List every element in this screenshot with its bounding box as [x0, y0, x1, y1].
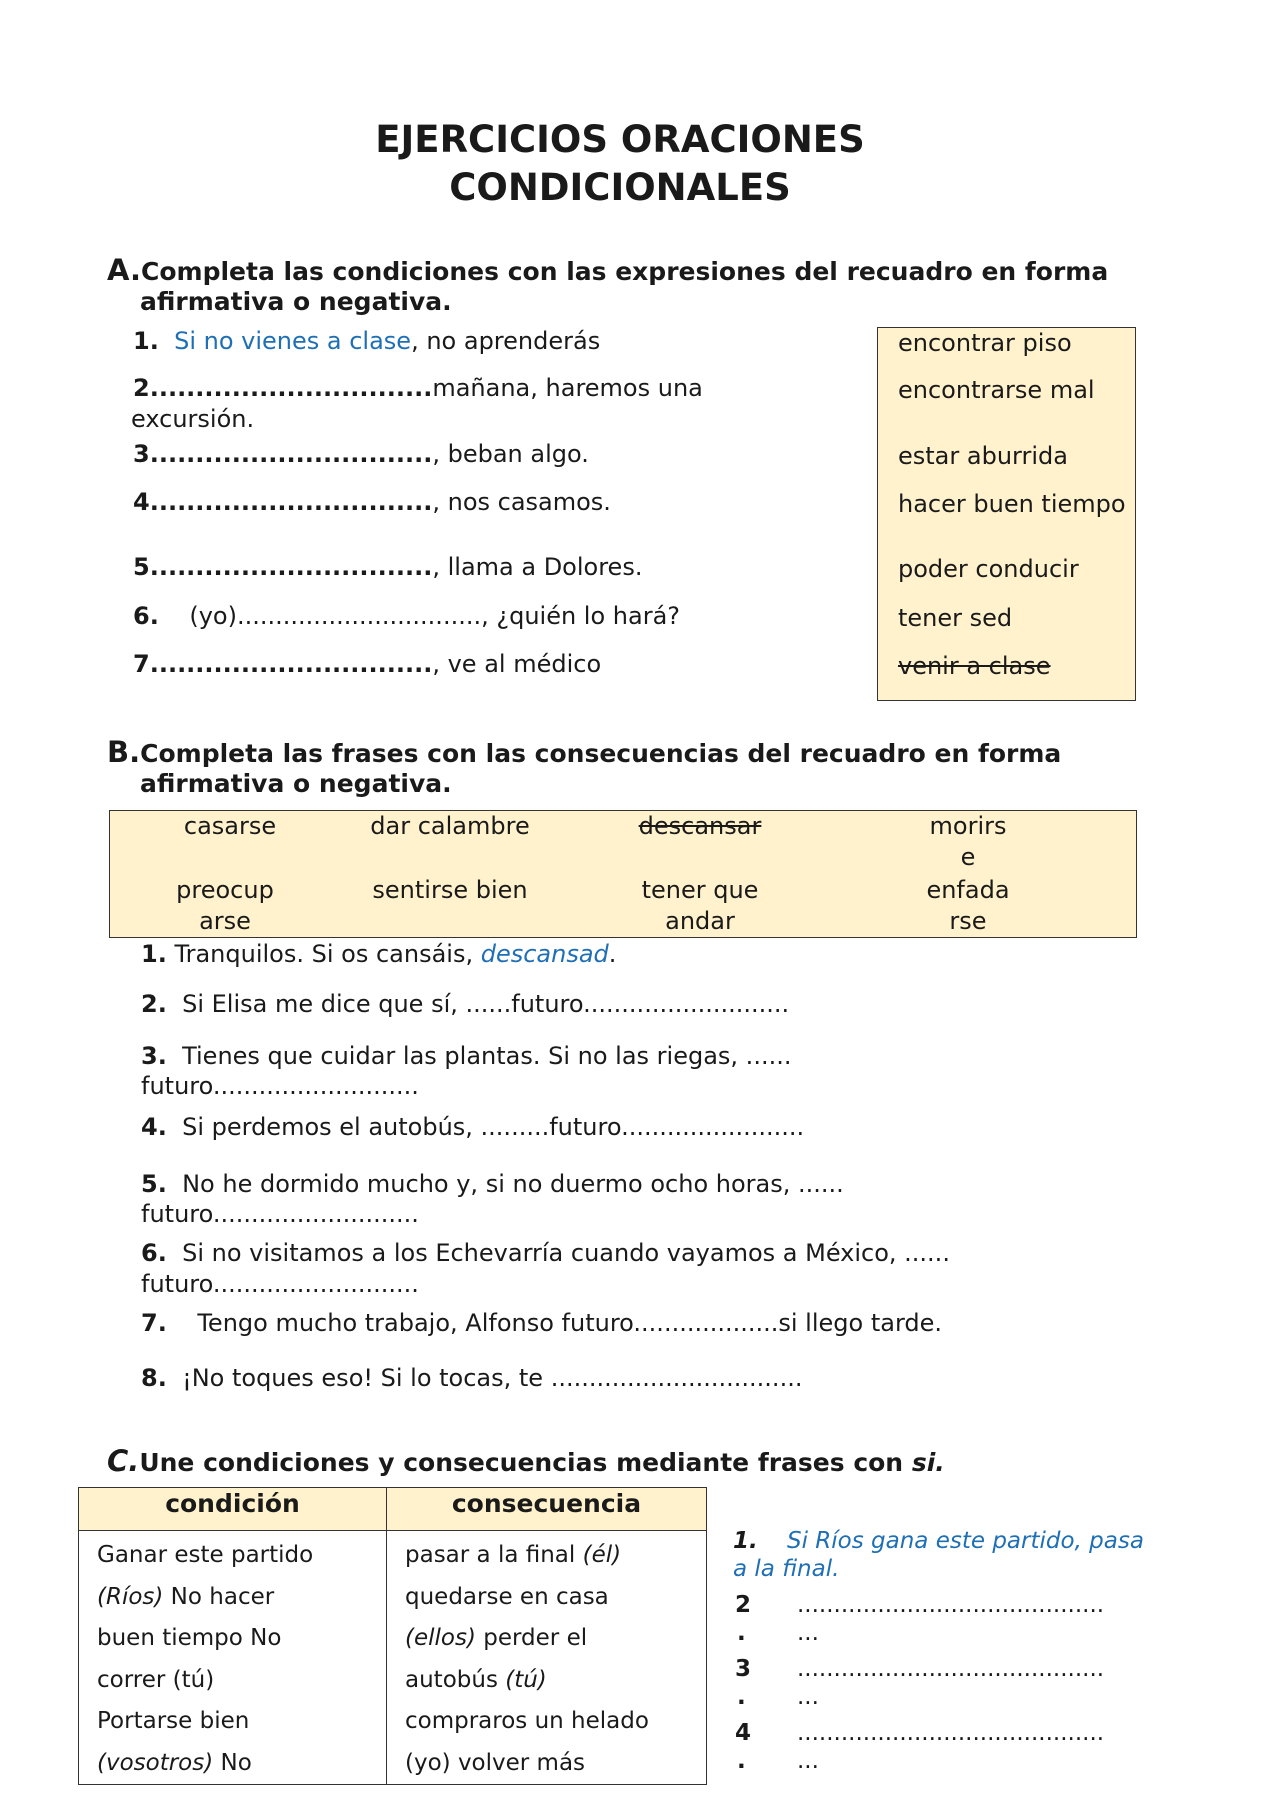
- section-c-heading: [107, 1445, 945, 1479]
- c-answer-number: 1.: [733, 1528, 758, 1554]
- b-item-5-text: No he dormido mucho y, si no duermo ocho horas, ......: [182, 1170, 844, 1198]
- b-item-8-text: ¡No toques eso! Si lo tocas, te .................................: [182, 1364, 803, 1392]
- box-b-word: morirse: [929, 812, 1007, 871]
- box-b-word-used: descansar: [638, 812, 762, 840]
- b-item-1-text: Tranquilos. Si os cansáis,: [174, 940, 481, 968]
- a-item-1-answer: Si no vienes a clase: [174, 327, 412, 355]
- b-item-4[interactable]: [141, 1113, 804, 1141]
- box-b-word: sentirse bien: [372, 876, 528, 904]
- a-item-3: [133, 440, 589, 468]
- page-title-line2: CONDICIONALES: [449, 166, 791, 209]
- b-item-3[interactable]: [141, 1042, 791, 1070]
- consecuencia-cell: [387, 1531, 707, 1785]
- section-b-instruction-line2: afirmativa o negativa.: [140, 769, 452, 798]
- a-item-4-rest: , nos casamos.: [432, 488, 611, 516]
- box-a-word: encontrarse mal: [898, 376, 1095, 404]
- a-item-3-rest: , beban algo.: [432, 440, 589, 468]
- box-b-word: casarse: [183, 812, 277, 840]
- b-item-3-text: Tienes que cuidar las plantas. Si no las riegas, ......: [182, 1042, 792, 1070]
- b-item-number: 4.: [141, 1113, 167, 1141]
- a-item-number: 2.: [133, 374, 159, 402]
- box-b-word: tener que andar: [641, 876, 759, 935]
- c-answer-dot: .: [737, 1620, 746, 1646]
- a-item-5: [133, 553, 642, 581]
- c-answer-1: [733, 1528, 1144, 1554]
- a-item-5-rest: , llama a Dolores.: [432, 553, 643, 581]
- b-item-4-text: Si perdemos el autobús, .........futuro........................: [182, 1113, 805, 1141]
- consecuencia-line: pasar a la final (él): [405, 1542, 622, 1568]
- c-answer-blank-cont[interactable]: ...: [797, 1748, 819, 1774]
- section-a-instruction-line2: afirmativa o negativa.: [140, 287, 452, 316]
- a-item-2-rest: mañana, haremos una: [432, 374, 703, 402]
- a-item-blank[interactable]: ..............................: [158, 488, 433, 516]
- a-item-2-continuation: excursión.: [131, 405, 255, 433]
- a-item-6-rest[interactable]: (yo)................................, ¿quién lo hará?: [189, 602, 681, 630]
- b-item-number: 8.: [141, 1364, 167, 1392]
- page-title-line1: EJERCICIOS ORACIONES: [375, 118, 865, 161]
- section-b-heading: [107, 736, 1061, 770]
- b-item-number: 6.: [141, 1239, 167, 1267]
- a-item-1-rest: , no aprenderás: [411, 327, 601, 355]
- b-item-8[interactable]: [141, 1364, 802, 1392]
- b-item-6-continuation: futuro...........................: [141, 1270, 419, 1298]
- a-item-blank[interactable]: ..............................: [158, 374, 433, 402]
- section-a-word-box: [877, 327, 1136, 701]
- box-a-word: poder conducir: [898, 555, 1079, 583]
- section-a-letter: A.: [107, 253, 141, 287]
- a-item-blank[interactable]: ..............................: [158, 553, 433, 581]
- a-item-blank[interactable]: ..............................: [158, 650, 433, 678]
- a-item-number: 6.: [133, 602, 159, 630]
- section-a-heading: [107, 254, 1108, 288]
- c-answer-number: 4: [735, 1720, 752, 1746]
- box-b-word: dar calambre: [370, 812, 530, 840]
- section-b-instruction: Completa las frases con las consecuencias del recuadro en forma: [140, 739, 1062, 768]
- consecuencia-line: compraros un helado: [405, 1708, 649, 1734]
- c-answer-blank-cont[interactable]: ...: [797, 1684, 819, 1710]
- b-item-5[interactable]: [141, 1170, 844, 1198]
- condition-consequence-table: [78, 1487, 707, 1785]
- consecuencia-line: autobús (tú): [405, 1666, 547, 1693]
- condicion-line: correr (tú): [97, 1666, 215, 1693]
- b-item-3-continuation: futuro...........................: [141, 1072, 419, 1100]
- condicion-cell: [79, 1531, 387, 1785]
- section-c-letter: C.: [107, 1444, 140, 1478]
- b-item-2-text: Si Elisa me dice que sí, ......futuro...........................: [182, 990, 790, 1018]
- condicion-line: Ganar este partido: [97, 1542, 314, 1568]
- c-answer-blank[interactable]: ..........................................: [797, 1656, 1105, 1682]
- b-item-2[interactable]: [141, 990, 789, 1018]
- header-consecuencia: consecuencia: [387, 1488, 707, 1531]
- section-c-instruction: Une condiciones y consecuencias mediante frases con: [139, 1448, 912, 1477]
- b-item-number: 2.: [141, 990, 167, 1018]
- a-item-4: [133, 488, 611, 516]
- c-answer-number: 2: [735, 1592, 752, 1618]
- b-item-1-end: .: [608, 940, 617, 968]
- b-item-number: 5.: [141, 1170, 167, 1198]
- b-item-1-answer: descansad: [480, 940, 609, 968]
- box-a-word-used: venir a clase: [898, 652, 1051, 680]
- b-item-6[interactable]: [141, 1239, 950, 1267]
- a-item-number: 7.: [133, 650, 159, 678]
- box-a-word: hacer buen tiempo: [898, 490, 1126, 518]
- a-item-number: 4.: [133, 488, 159, 516]
- consecuencia-line: (ellos) perder el: [405, 1625, 588, 1651]
- consecuencia-line: (yo) volver más: [405, 1749, 586, 1776]
- a-item-blank[interactable]: ..............................: [158, 440, 433, 468]
- b-item-6-text: Si no visitamos a los Echevarría cuando vayamos a México, ......: [182, 1239, 950, 1267]
- a-item-number: 3.: [133, 440, 159, 468]
- a-item-7-rest: , ve al médico: [432, 650, 602, 678]
- c-answer-1-continuation: a la final.: [733, 1556, 840, 1582]
- a-item-number: 5.: [133, 553, 159, 581]
- box-b-word: enfadarse: [926, 876, 1010, 935]
- section-b-letter: B.: [107, 735, 141, 769]
- consecuencia-line: quedarse en casa: [405, 1583, 609, 1610]
- c-answer-blank[interactable]: ..........................................: [797, 1592, 1105, 1618]
- a-item-7: [133, 650, 601, 678]
- b-item-number: 7.: [141, 1309, 167, 1337]
- a-item-6: [133, 602, 680, 630]
- box-b-word: preocuparse: [176, 876, 274, 935]
- section-c-instruction-si: si.: [911, 1448, 945, 1477]
- b-item-number: 3.: [141, 1042, 167, 1070]
- a-item-2: [133, 374, 703, 402]
- b-item-1: [141, 940, 616, 968]
- b-item-7-text: Tengo mucho trabajo, Alfonso futuro...................si llego tarde.: [197, 1309, 943, 1337]
- c-answer-blank[interactable]: ..........................................: [797, 1720, 1105, 1746]
- header-condicion: condición: [79, 1488, 387, 1531]
- b-item-5-continuation: futuro...........................: [141, 1200, 419, 1228]
- condicion-line: (Ríos) No hacer: [97, 1583, 275, 1610]
- c-answer-1-text: Si Ríos gana este partido, pasa: [787, 1528, 1144, 1554]
- section-a-instruction: Completa las condiciones con las expresiones del recuadro en forma: [141, 257, 1109, 286]
- condicion-line: Portarse bien: [97, 1708, 250, 1734]
- condicion-line: buen tiempo No: [97, 1625, 282, 1651]
- c-answer-number: 3: [735, 1656, 752, 1682]
- box-a-word: estar aburrida: [898, 442, 1068, 470]
- c-answer-blank-cont[interactable]: ...: [797, 1620, 819, 1646]
- section-b-word-box: [109, 810, 1137, 938]
- b-item-7[interactable]: [141, 1309, 942, 1337]
- a-item-1: [133, 327, 600, 355]
- b-item-number: 1.: [141, 940, 167, 968]
- condicion-line: (vosotros) No: [97, 1749, 252, 1776]
- c-answer-dot: .: [737, 1684, 746, 1710]
- a-item-number: 1.: [133, 327, 159, 355]
- box-a-word: encontrar piso: [898, 329, 1072, 357]
- box-a-word: tener sed: [898, 604, 1013, 632]
- c-answer-dot: .: [737, 1748, 746, 1774]
